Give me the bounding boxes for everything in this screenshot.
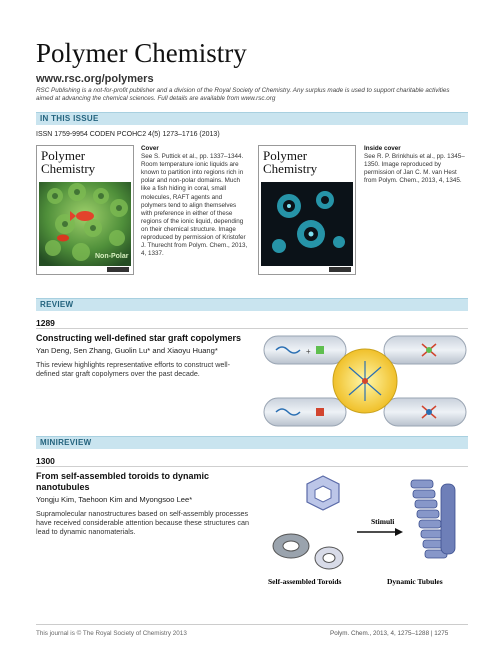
toroids-label: Self-assembled Toroids	[268, 577, 342, 586]
in-this-issue-heading: IN THIS ISSUE	[40, 114, 99, 123]
toroid-tubule-graphic	[265, 470, 470, 588]
inside-cover-caption-text: See R. P. Brinkhuis et al., pp. 1345–1350. Image reproduced by permission of Jan C. M. van Hest from Polym. Chem., 2013, 4, 1345.	[364, 153, 465, 185]
svg-text:Non-Polar: Non-Polar	[95, 253, 129, 260]
footer-divider	[36, 624, 468, 625]
coral-fish-artwork	[37, 146, 133, 274]
star-graft-graphic	[262, 330, 468, 434]
cover-label: Cover	[141, 145, 159, 152]
review-summary: This review highlights representative efforts to construct well-defined star graft copolymers over the past decade.	[36, 360, 231, 378]
page-citation: Polym. Chem., 2013, 4, 1275–1288 | 1275	[330, 630, 449, 637]
copyright-note: This journal is © The Royal Society of Chemistry 2013	[36, 630, 187, 637]
publisher-note: RSC Publishing is a not-for-profit publisher and a division of the Royal Society of Chemistry. Any surplus made is used to support charitable activities aimed at advancing the chemical sciences. Full details are available from www.rsc.org	[36, 87, 450, 103]
review-bar	[36, 298, 468, 311]
minireview-title[interactable]: From self-assembled toroids to dynamic nanotubules	[36, 471, 210, 492]
journal-website-link[interactable]: www.rsc.org/polymers	[36, 73, 154, 85]
minireview-bar	[36, 436, 468, 449]
review-page-number[interactable]: 1289	[36, 318, 55, 328]
review-authors: Yan Deng, Sen Zhang, Guolin Lu* and Xiaoyu Huang*	[36, 346, 218, 355]
review-heading: REVIEW	[40, 300, 74, 309]
minireview-heading: MINIREVIEW	[40, 438, 92, 447]
issn-line: ISSN 1759-9954 CODEN PCOHC2 4(5) 1273–1716 (2013)	[36, 131, 220, 138]
inside-cover-thumb-title-line2: Chemistry	[263, 161, 318, 176]
cover-caption-text: See S. Puttick et al., pp. 1337–1344. Room temperature ionic liquids are known to partition into regions rich in polar and non-polar domains. Much like a fish hiding in coral, small molecules, RAFT agents and polymers tend to align themselves with preference in either of these regions of the ionic liquid, depending on their chemical structure. Image reproduced by permission of Kristofer J. Thurecht from Polym. Chem., 2013, 4, 1337.	[141, 153, 248, 258]
cover-thumb-title-line1: Polymer	[41, 148, 86, 163]
minireview-summary: Supramolecular nanostructures based on self-assembly processes have received considerable attention because these structures can lead to dynamic nanomaterials.	[36, 509, 249, 536]
svg-text:+: +	[306, 347, 311, 356]
minireview-page-number[interactable]: 1300	[36, 456, 55, 466]
minireview-authors: Yongju Kim, Taehoon Kim and Myongsoo Lee*	[36, 495, 193, 504]
journal-title: Polymer Chemistry	[36, 38, 247, 68]
inside-cover-image[interactable]	[258, 145, 356, 275]
cover-thumb-title-line2: Chemistry	[41, 161, 96, 176]
tubules-label: Dynamic Tubules	[387, 577, 443, 586]
inside-cover-label: Inside cover	[364, 145, 401, 152]
in-this-issue-bar	[36, 112, 468, 125]
inside-cover-caption	[364, 145, 468, 185]
review-divider	[36, 328, 468, 329]
vesicle-artwork	[259, 146, 355, 274]
cover-caption	[141, 145, 249, 258]
cover-image[interactable]	[36, 145, 134, 275]
inside-cover-thumb-title-line1: Polymer	[263, 148, 308, 163]
review-title[interactable]: Constructing well-defined star graft copolymers	[36, 333, 242, 343]
minireview-divider	[36, 466, 468, 467]
stimuli-label: Stimuli	[371, 517, 395, 526]
